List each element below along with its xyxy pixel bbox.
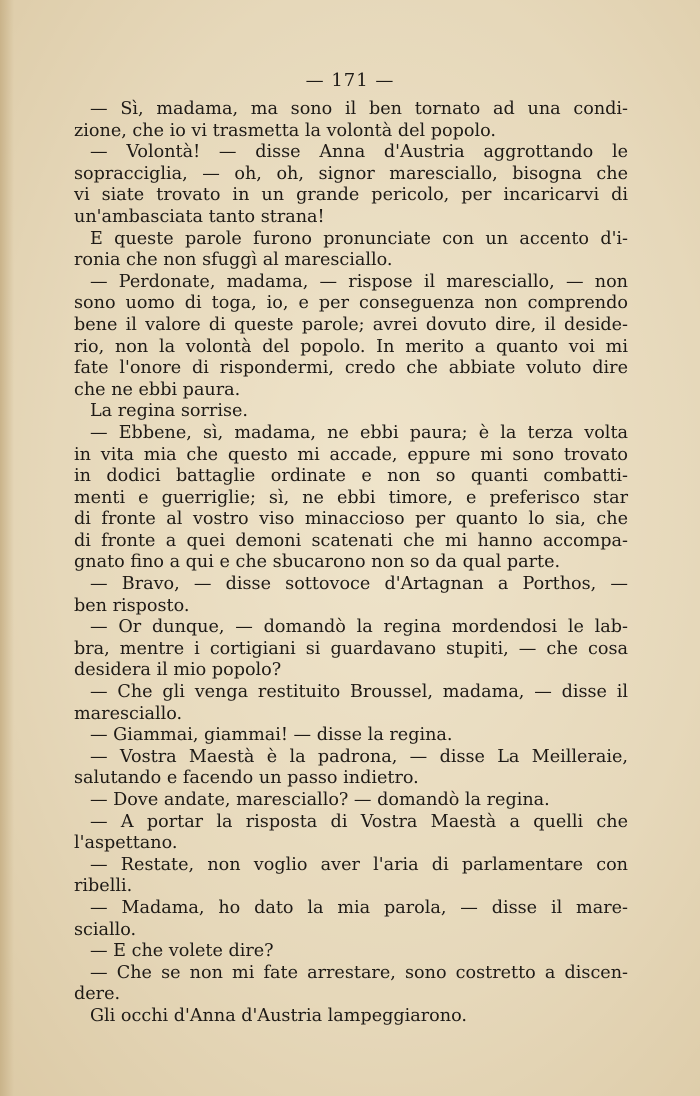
text-line: salutando e facendo un passo indietro. — [74, 768, 419, 789]
text-line: E queste parole furono pronunciate con un accento d'i- — [90, 228, 628, 249]
text-line: in vita mia che questo mi accade, eppure mi sono trovato — [74, 444, 628, 465]
page-number: — 171 — — [305, 70, 395, 91]
paragraph — [72, 747, 628, 790]
text-line: ben risposto. — [74, 595, 190, 616]
text-line: — Ebbene, sì, madama, ne ebbi paura; è la terza volta — [90, 422, 628, 443]
text-line: — Che se non mi fate arrestare, sono costretto a discen- — [90, 962, 628, 983]
paragraph — [72, 682, 628, 725]
text-line: — Sì, madama, ma sono il ben tornato ad una condi- — [90, 99, 628, 119]
paragraph — [72, 401, 628, 423]
text-line: sciallo. — [74, 919, 137, 940]
text-line: di fronte a quei demoni scatenati che mi hanno accompa- — [74, 530, 628, 551]
text-line: bene il valore di queste parole; avrei dovuto dire, il deside- — [74, 314, 628, 335]
text-line: vi siate trovato in un grande pericolo, per incaricarvi di — [74, 185, 628, 206]
text-line: maresciallo. — [74, 703, 183, 724]
paragraph — [72, 812, 628, 855]
text-line: — Volontà! — disse Anna d'Austria aggrottando le — [90, 142, 628, 163]
paragraph — [72, 898, 628, 941]
text-line: — Bravo, — disse sottovoce d'Artagnan a Porthos, — — [90, 574, 628, 595]
text-line: ribelli. — [74, 876, 133, 897]
text-line: dere. — [74, 984, 121, 1005]
text-line: La regina sorrise. — [90, 401, 248, 422]
paragraph — [72, 725, 628, 747]
paragraph — [72, 790, 628, 812]
text-line: l'aspettano. — [74, 833, 178, 854]
text-line: — Che gli venga restituito Broussel, madama, — disse il — [90, 682, 628, 703]
text-line: — Madama, ho dato la mia parola, — disse il mare- — [90, 897, 628, 918]
text-line: di fronte al vostro viso minaccioso per quanto lo sia, che — [74, 509, 628, 530]
text-line: sopracciglia, — oh, oh, signor maresciallo, bisogna che — [74, 163, 628, 184]
text-line: un'ambasciata tanto strana! — [74, 206, 325, 227]
paragraph — [72, 142, 628, 228]
text-line: menti e guerriglie; sì, ne ebbi timore, e preferisco star — [74, 487, 628, 508]
paragraph — [72, 229, 628, 272]
paragraph — [72, 1006, 628, 1028]
paragraph — [72, 855, 628, 898]
text-line: desidera il mio popolo? — [74, 660, 282, 681]
paragraph — [72, 574, 628, 617]
text-line: rio, non la volontà del popolo. In merito a quanto voi mi — [74, 336, 628, 357]
text-line: — Perdonate, madama, — rispose il maresciallo, — non — [90, 271, 628, 292]
text-line: in dodici battaglie ordinate e non so quanti combatti- — [74, 466, 628, 487]
text-line: — E che volete dire? — [90, 941, 274, 962]
text-line: sono uomo di toga, io, e per conseguenza non comprendo — [74, 293, 628, 314]
page-edge-shadow — [0, 0, 14, 1096]
text-line: — Vostra Maestà è la padrona, — disse La Meilleraie, — [90, 746, 628, 767]
text-line: ronia che non sfuggì al maresciallo. — [74, 250, 393, 271]
paragraph — [72, 963, 628, 1006]
text-line: — Restate, non voglio aver l'aria di parlamentare con — [90, 854, 628, 875]
paragraph — [72, 941, 628, 963]
text-line: zione, che io vi trasmetta la volontà del popolo. — [74, 120, 496, 141]
book-text — [72, 99, 628, 1028]
text-line: fate l'onore di rispondermi, credo che abbiate voluto dire — [74, 358, 628, 379]
text-line: — Or dunque, — domandò la regina mordendosi le lab- — [90, 617, 628, 638]
text-line: — Dove andate, maresciallo? — domandò la regina. — [90, 790, 550, 810]
text-line: che ne ebbi paura. — [74, 379, 241, 400]
text-line: bra, mentre i cortigiani si guardavano stupiti, — che cosa — [74, 638, 628, 659]
paragraph — [72, 423, 628, 574]
text-line: — Giammai, giammai! — disse la regina. — [90, 725, 453, 746]
text-line: Gli occhi d'Anna d'Austria lampeggiarono. — [90, 1005, 467, 1026]
text-line: gnato fino a qui e che sbucarono non so da qual parte. — [74, 552, 561, 573]
paragraph — [72, 99, 628, 142]
paragraph — [72, 272, 628, 402]
text-line: — A portar la risposta di Vostra Maestà a quelli che — [90, 811, 628, 832]
paragraph — [72, 617, 628, 682]
